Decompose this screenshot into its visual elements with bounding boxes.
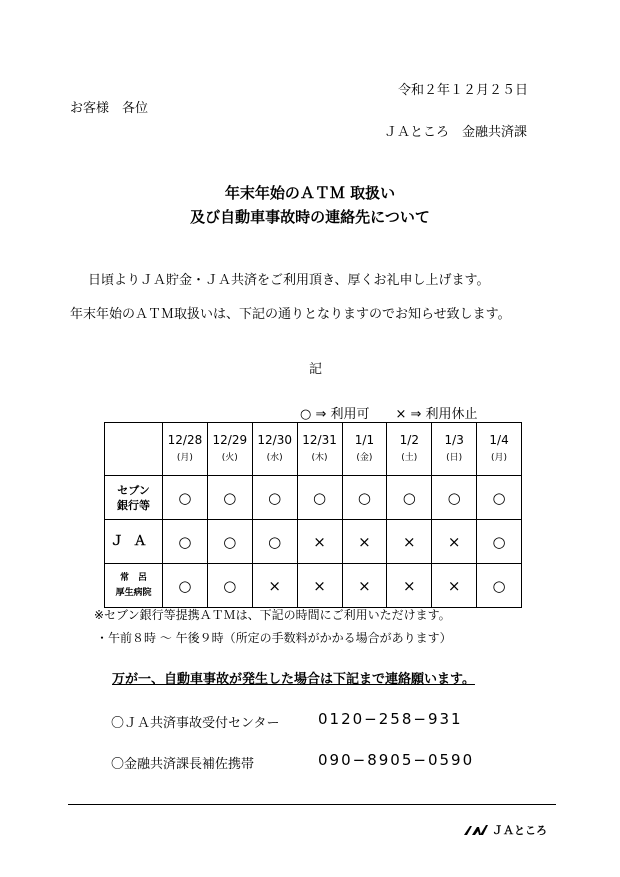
availability-cell: ×: [252, 564, 297, 608]
row-label-line: 銀行等: [117, 498, 150, 512]
availability-cell: ○: [163, 564, 208, 608]
row-label-line: 厚生病院: [115, 587, 152, 598]
date-label: 12/29: [212, 433, 248, 447]
availability-cell: ○: [207, 476, 252, 520]
availability-cell: ○: [252, 476, 297, 520]
table-row-ja: [105, 520, 522, 564]
date-header: [477, 423, 522, 476]
logo-text: ＪＡところ: [492, 824, 547, 837]
availability-cell: ×: [342, 520, 387, 564]
availability-cell: ×: [432, 520, 477, 564]
contact-label: 〇ＪＡ共済事故受付センター: [111, 716, 280, 731]
date-label: 12/30: [257, 433, 292, 447]
date-header: [252, 423, 297, 476]
contact-phone-number: 090−8905−0590: [318, 751, 475, 769]
date-header: [163, 423, 208, 476]
availability-cell: ○: [477, 520, 522, 564]
availability-cell: ○: [432, 476, 477, 520]
accident-heading: 万が一、自動車事故が発生した場合は下記まで連絡願います。: [112, 672, 475, 687]
table-header-row: [105, 423, 522, 476]
table-row-hospital: [105, 564, 522, 608]
issue-date: 令和２年１２月２５日: [398, 83, 529, 98]
availability-cell: ○: [252, 520, 297, 564]
date-label: 1/2: [399, 433, 419, 447]
contact-label: 〇金融共済課長補佐携帯: [111, 757, 255, 772]
intro-paragraph: 年末年始のＡＴＭ取扱いは、下記の通りとなりますのでお知らせ致します。: [70, 307, 511, 322]
availability-cell: ○: [297, 476, 342, 520]
availability-cell: ○: [163, 520, 208, 564]
table-row-seven-bank: [105, 476, 522, 520]
greeting-paragraph: 日頃よりＪＡ貯金・ＪＡ共済をご利用頂き、厚くお礼申し上げます。: [88, 273, 490, 288]
availability-cell: ○: [163, 476, 208, 520]
weekday-label: (土): [401, 453, 418, 463]
row-label: [105, 476, 163, 520]
availability-cell: ×: [432, 564, 477, 608]
availability-cell: ○: [387, 476, 432, 520]
availability-cell: ○: [207, 520, 252, 564]
date-header: [297, 423, 342, 476]
weekday-label: (月): [176, 453, 193, 463]
date-label: 1/1: [354, 433, 375, 447]
date-header: [207, 423, 252, 476]
sender: ＪＡところ 金融共済課: [384, 125, 528, 140]
date-label: 12/31: [302, 433, 337, 447]
seven-bank-note: ※セブン銀行等提携ＡＴＭは、下記の時間にご利用いただけます。: [94, 608, 451, 622]
availability-cell: ×: [297, 564, 342, 608]
title-line-1: 年末年始のＡＴＭ 取扱い: [224, 184, 396, 202]
availability-cell: ○: [207, 564, 252, 608]
availability-cell: ×: [297, 520, 342, 564]
weekday-label: (金): [356, 453, 373, 463]
weekday-label: (日): [446, 453, 463, 463]
availability-cell: ○: [477, 476, 522, 520]
ja-logo-icon: [463, 823, 489, 837]
weekday-label: (木): [311, 453, 328, 463]
contact-phone-number: 0120−258−931: [318, 710, 463, 728]
date-label: 1/4: [489, 433, 509, 447]
recipient: お客様 各位: [70, 101, 149, 116]
weekday-label: (月): [491, 453, 508, 463]
row-label: [105, 564, 163, 608]
title-line-2: 及び自動車事故時の連絡先について: [190, 208, 430, 226]
atm-schedule-table: [104, 422, 522, 608]
availability-cell: ○: [342, 476, 387, 520]
row-label-line: 常 呂: [119, 572, 147, 583]
row-label: ＪＡ: [105, 520, 163, 564]
availability-cell: ○: [477, 564, 522, 608]
row-label-line: セブン: [117, 483, 150, 497]
date-header: [342, 423, 387, 476]
date-label: 1/3: [444, 433, 464, 447]
date-label: 12/28: [167, 433, 203, 447]
weekday-label: (水): [266, 453, 283, 463]
date-header: [387, 423, 432, 476]
availability-cell: ×: [387, 520, 432, 564]
weekday-label: (火): [221, 453, 238, 463]
legend: ○ ⇒ 利用可 × ⇒ 利用休止: [300, 407, 478, 422]
footer-divider: [68, 804, 556, 805]
availability-cell: ×: [387, 564, 432, 608]
table-corner-cell: [105, 423, 163, 476]
hours-note: ・午前８時 〜 午後９時（所定の手数料がかかる場合があります）: [96, 631, 452, 645]
date-header: [432, 423, 477, 476]
availability-cell: ×: [342, 564, 387, 608]
footer-logo: [463, 822, 547, 838]
ki-heading: 記: [309, 362, 323, 377]
